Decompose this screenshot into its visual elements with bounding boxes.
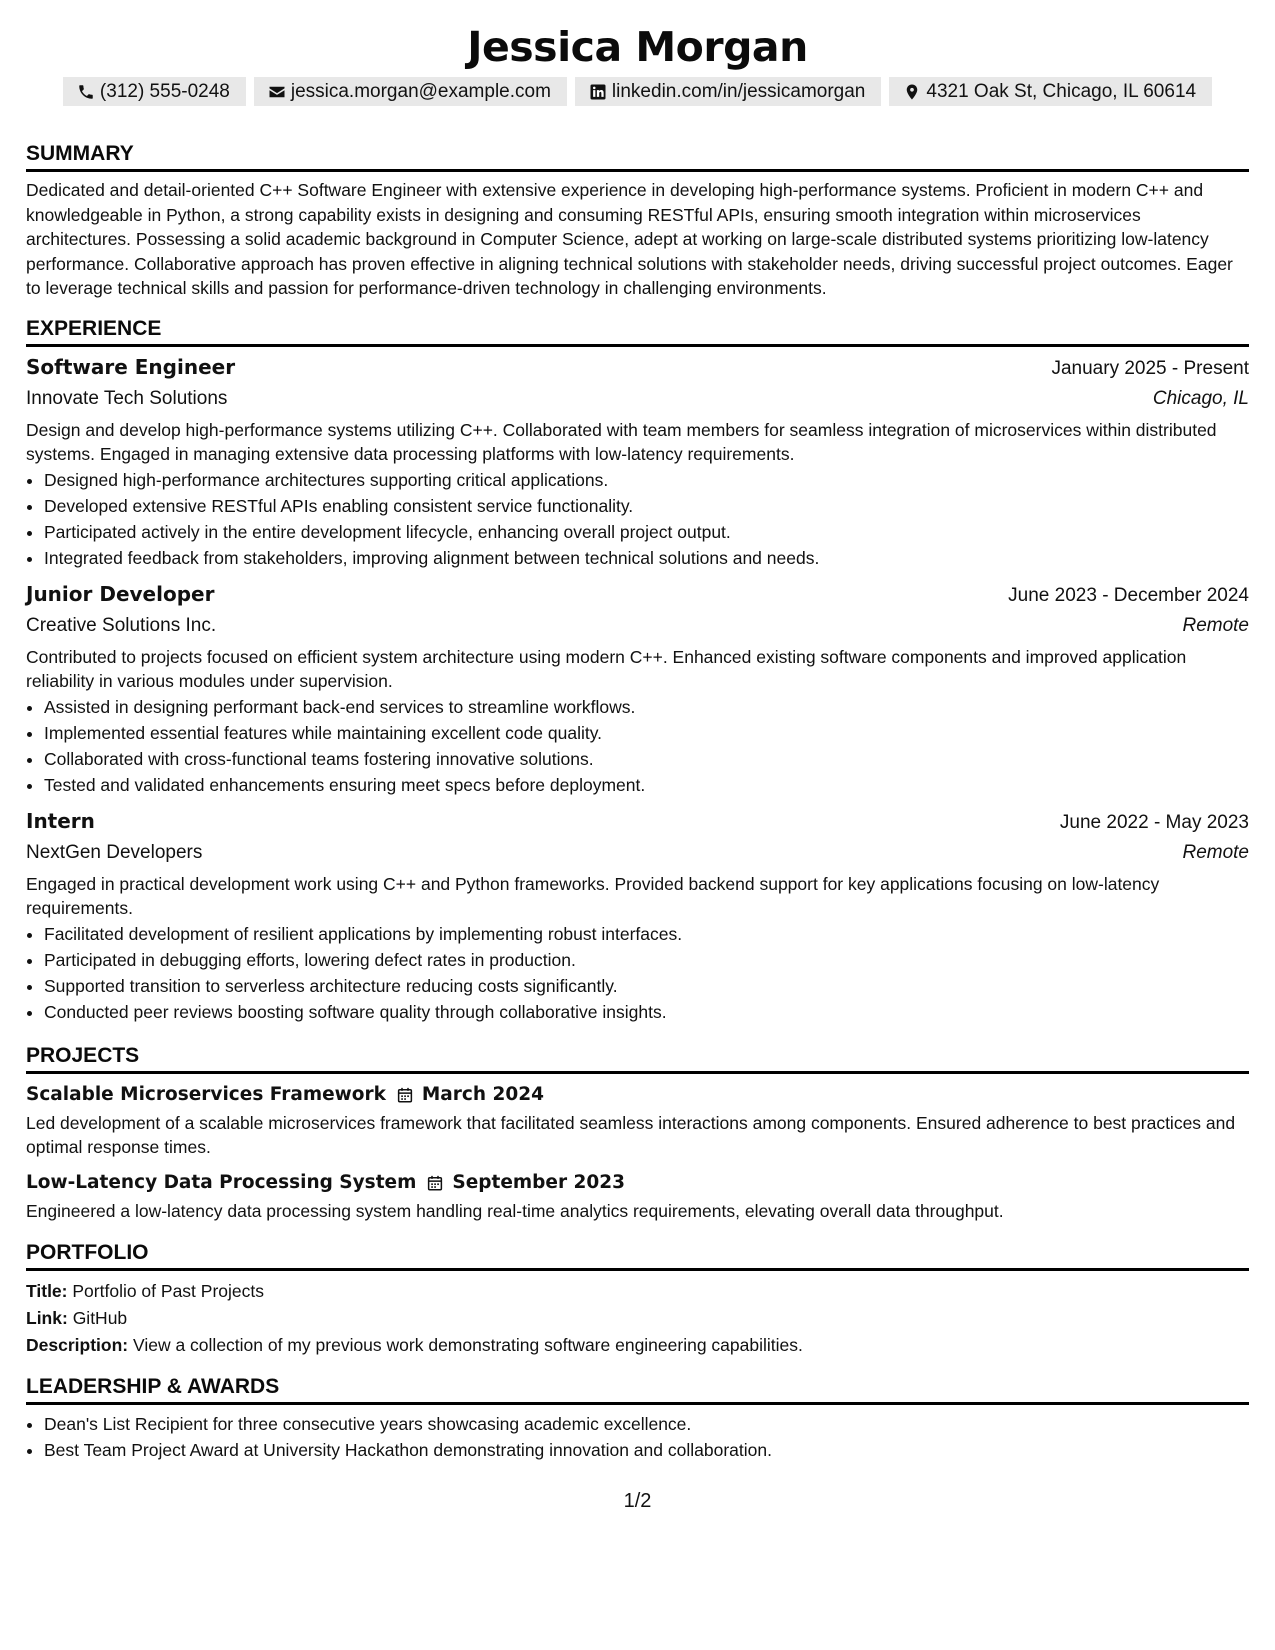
section-title-summary: SUMMARY [26,141,1249,172]
job-description: Contributed to projects focused on efficient system architecture using modern C++. Enhanced existing software components and improved application reliability in various modules under supervision. [26,646,1187,691]
list-item: • Integrated feedback from stakeholders, improving alignment between technical solutions and needs. [44,545,1249,571]
list-item: • Implemented essential features while maintaining excellent code quality. [44,720,1249,746]
job-entry [26,807,1249,1025]
project-description: Engineered a low-latency data processing system handling real-time analytics requirements, elevating overall data throughput. [26,1200,1004,1221]
resume-page [26,0,1249,1463]
leadership-list [26,1411,1249,1463]
list-item: • Participated in debugging efforts, lowering defect rates in production. [44,947,1249,973]
experience-section [26,316,1249,1025]
job-bullets [26,694,1249,798]
job-title: Junior Developer [26,581,215,606]
calendar-icon [426,1174,444,1192]
job-dates: June 2023 - December 2024 [1008,584,1249,606]
contact-bar [26,77,1249,106]
job-title: Software Engineer [26,354,236,379]
contact-phone[interactable] [63,77,246,106]
job-location: Remote [1182,841,1249,863]
portfolio-description-label: Description: [26,1335,129,1355]
list-item: • Supported transition to serverless architecture reducing costs significantly. [44,973,1249,999]
contact-linkedin[interactable] [575,77,881,106]
job-bullets [26,921,1249,1025]
projects-section [26,1043,1249,1224]
list-item: • Participated actively in the entire development lifecycle, enhancing overall project output. [44,519,1249,545]
project-entry [26,1170,1249,1224]
portfolio-title-label: Title: [26,1281,68,1301]
list-item: • Collaborated with cross-functional teams fostering innovative solutions. [44,746,1249,772]
project-date: March 2024 [421,1083,544,1105]
job-title: Intern [26,808,95,833]
map-pin-icon [903,83,921,101]
project-date: September 2023 [452,1171,625,1193]
list-item: • Facilitated development of resilient applications by implementing robust interfaces. [44,921,1249,947]
summary-text: Dedicated and detail-oriented C++ Software Engineer with extensive experience in developing high-performance systems. Proficient in modern C++ and knowledgeable in Python, a strong capability exists in designing and consuming RESTful APIs, ensuring smooth integration within microservices architectures. Possessing a solid academic background in Computer Science, adept at working on large-scale distributed systems prioritizing low-latency performance. Collaborative approach has proven effective in aligning technical solutions with stakeholder needs, driving successful project outcomes. Eager to leverage technical skills and passion for performance-driven technology in challenging environments. [26,180,1233,298]
portfolio-description-value: View a collection of my previous work demonstrating software engineering capabilities. [132,1335,803,1355]
list-item: • Assisted in designing performant back-end services to streamline workflows. [44,694,1249,720]
job-description: Engaged in practical development work using C++ and Python frameworks. Provided backend support for key applications focusing on low-latency requirements. [26,873,1160,918]
job-dates: June 2022 - May 2023 [1059,811,1249,833]
contact-email[interactable] [254,77,567,106]
job-company: Innovate Tech Solutions [26,387,228,409]
envelope-icon [268,83,286,101]
contact-address[interactable] [889,77,1212,106]
address-text: 4321 Oak St, Chicago, IL 60614 [926,81,1197,102]
leadership-section [26,1374,1249,1463]
email-text: jessica.morgan@example.com [290,81,551,102]
job-location: Chicago, IL [1152,387,1249,409]
linkedin-text: linkedin.com/in/jessicamorgan [611,81,866,102]
portfolio-section [26,1240,1249,1359]
portfolio-title-value: Portfolio of Past Projects [72,1281,264,1301]
list-item: • Developed extensive RESTful APIs enabling consistent service functionality. [44,493,1249,519]
portfolio-link-value[interactable]: GitHub [72,1308,128,1328]
portfolio-link-row [26,1305,1249,1332]
list-item: • Dean's List Recipient for three consecutive years showcasing academic excellence. [44,1411,1249,1437]
list-item: • Conducted peer reviews boosting software quality through collaborative insights. [44,999,1249,1025]
project-name: Low-Latency Data Processing System [26,1171,417,1193]
section-title-leadership: LEADERSHIP & AWARDS [26,1374,1249,1405]
job-description: Design and develop high-performance systems utilizing C++. Collaborated with team members for seamless integration of microservices within distributed systems. Engaged in managing extensive data processing platforms with low-latency requirements. [26,419,1217,464]
linkedin-icon [589,83,607,101]
summary-section [26,141,1249,301]
portfolio-description-row [26,1332,1249,1359]
list-item: • Designed high-performance architectures supporting critical applications. [44,467,1249,493]
project-entry [26,1082,1249,1160]
portfolio-title-row [26,1278,1249,1305]
job-dates: January 2025 - Present [1051,357,1249,379]
section-title-portfolio: PORTFOLIO [26,1240,1249,1271]
project-name: Scalable Microservices Framework [26,1083,386,1105]
project-description: Led development of a scalable microservices framework that facilitated seamless interactions among components. Ensured adherence to best practices and optimal response times. [26,1112,1236,1157]
list-item: • Best Team Project Award at University Hackathon demonstrating innovation and collaboration. [44,1437,1249,1463]
job-company: NextGen Developers [26,841,203,863]
job-entry [26,580,1249,798]
portfolio-link-label: Link: [26,1308,68,1328]
job-company: Creative Solutions Inc. [26,614,217,636]
job-bullets [26,467,1249,571]
calendar-icon [396,1086,414,1104]
job-entry [26,353,1249,571]
phone-text: (312) 555-0248 [99,81,230,102]
job-location: Remote [1182,614,1249,636]
phone-icon [77,83,95,101]
section-title-projects: PROJECTS [26,1043,1249,1074]
candidate-name: Jessica Morgan [467,23,808,71]
list-item: • Tested and validated enhancements ensuring meet specs before deployment. [44,772,1249,798]
section-title-experience: EXPERIENCE [26,316,1249,347]
page-number: 1/2 [623,1490,652,1512]
